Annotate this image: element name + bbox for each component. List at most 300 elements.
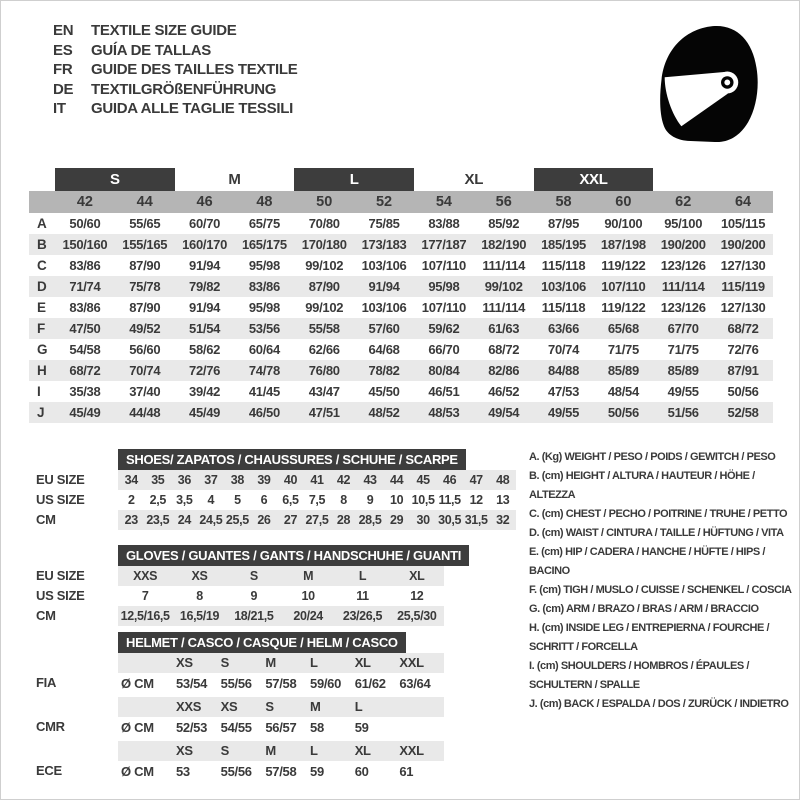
table-row bbox=[36, 566, 526, 586]
size-number-row bbox=[29, 191, 773, 213]
size-value: 150/160 bbox=[62, 237, 108, 252]
size-value: 103/106 bbox=[361, 300, 407, 315]
size-value: 46/51 bbox=[428, 384, 460, 399]
unit-label: Ø CM bbox=[121, 676, 154, 691]
size-value: 62/66 bbox=[308, 342, 340, 357]
size-value: 35/38 bbox=[69, 384, 101, 399]
cell-value: 34 bbox=[124, 473, 138, 487]
row-letter: E bbox=[37, 300, 46, 315]
cell-value: 47 bbox=[469, 473, 483, 487]
helmet-size-value: 60 bbox=[354, 764, 369, 779]
size-group-row bbox=[29, 168, 773, 191]
table-row bbox=[36, 510, 526, 530]
helmet-size-header: L bbox=[310, 655, 318, 670]
size-value: 84/88 bbox=[548, 363, 580, 378]
cell-value: 27,5 bbox=[305, 513, 329, 527]
row-values bbox=[118, 586, 444, 606]
cell-value: 28,5 bbox=[358, 513, 382, 527]
helmet-size-header: XXL bbox=[399, 743, 424, 758]
size-value: 74/78 bbox=[248, 363, 280, 378]
size-col-header: 62 bbox=[675, 194, 692, 210]
cell-value: 11 bbox=[356, 589, 369, 603]
size-value: 45/49 bbox=[189, 405, 221, 420]
size-value: 83/86 bbox=[69, 258, 101, 273]
size-value: 45/50 bbox=[368, 384, 400, 399]
legend-item: B. (cm) HEIGHT / ALTURA / HAUTEUR / HÖHE / ALTEZZA bbox=[529, 470, 755, 501]
size-col-header: 58 bbox=[555, 194, 572, 210]
cell-value: 12 bbox=[410, 589, 424, 603]
size-value: 78/82 bbox=[368, 363, 400, 378]
helmet-size-header: S bbox=[265, 699, 274, 714]
cell-value: 31,5 bbox=[464, 513, 488, 527]
helmet-table-body bbox=[36, 653, 526, 782]
size-value: 37/40 bbox=[129, 384, 161, 399]
helmet-size-value: 53 bbox=[176, 764, 190, 779]
helmet-table-title: HELMET / CASCO / CASQUE / HELM / CASCO bbox=[118, 632, 406, 653]
helmet-size-header: XS bbox=[176, 655, 193, 670]
size-col-header: 56 bbox=[495, 194, 512, 210]
cell-value: 3,5 bbox=[176, 493, 193, 507]
size-value: 49/52 bbox=[129, 321, 161, 336]
language-title-list bbox=[53, 21, 297, 119]
size-value: 64/68 bbox=[368, 342, 400, 357]
legend-item: J. (cm) BACK / ESPALDA / DOS / ZURÜCK / INDIETRO bbox=[529, 698, 789, 710]
size-value: 105/115 bbox=[720, 216, 766, 231]
helmet-size-value: 55/56 bbox=[220, 676, 252, 691]
size-group-M: M bbox=[228, 171, 241, 188]
size-group-XXL: XXL bbox=[534, 168, 654, 191]
lang-row-fr bbox=[53, 60, 297, 80]
size-value: 83/86 bbox=[69, 300, 101, 315]
table-row bbox=[36, 490, 526, 510]
row-label: EU SIZE bbox=[36, 568, 85, 583]
legend-item: E. (cm) HIP / CADERA / HANCHE / HÜFTE / HIPS / BACINO bbox=[529, 546, 765, 577]
lang-code: DE bbox=[53, 80, 74, 98]
cell-value: 23,5 bbox=[146, 513, 170, 527]
gloves-title-row bbox=[36, 545, 526, 566]
size-value: 123/126 bbox=[660, 300, 706, 315]
lang-title: GUÍA DE TALLAS bbox=[91, 41, 211, 59]
table-row bbox=[36, 606, 526, 626]
shoes-title-row bbox=[36, 449, 526, 470]
helmet-sizes-row bbox=[36, 653, 526, 673]
row-letter: H bbox=[37, 363, 47, 378]
cell-value: 5 bbox=[234, 493, 241, 507]
size-value: 185/195 bbox=[541, 237, 586, 252]
size-value: 50/56 bbox=[727, 384, 759, 399]
size-value: 75/78 bbox=[129, 279, 161, 294]
cell-value: L bbox=[358, 569, 367, 583]
helmet-size-header: L bbox=[354, 699, 363, 714]
size-value: 190/200 bbox=[720, 237, 766, 252]
size-value: 65/75 bbox=[248, 216, 280, 231]
measure-row-D bbox=[29, 276, 773, 297]
size-value: 70/74 bbox=[129, 363, 161, 378]
helmet-title-row bbox=[36, 632, 526, 653]
size-value: 61/63 bbox=[488, 321, 520, 336]
lang-code: FR bbox=[53, 61, 73, 79]
cell-value: 23/26,5 bbox=[342, 609, 383, 623]
size-value: 155/165 bbox=[122, 237, 168, 252]
size-value: 103/106 bbox=[541, 279, 586, 294]
helmet-size-header: XS bbox=[176, 743, 193, 758]
size-value: 76/80 bbox=[308, 363, 340, 378]
cell-value: 9 bbox=[366, 493, 374, 507]
size-value: 72/76 bbox=[189, 363, 221, 378]
size-value: 70/74 bbox=[548, 342, 580, 357]
size-group-S: S bbox=[55, 168, 175, 191]
size-value: 65/68 bbox=[607, 321, 639, 336]
size-value: 95/98 bbox=[428, 279, 460, 294]
size-value: 111/114 bbox=[661, 279, 705, 294]
cell-value: 39 bbox=[257, 473, 271, 487]
legend-item: I. (cm) SHOULDERS / HOMBROS / ÉPAULES / SCHULTERN / SPALLE bbox=[529, 660, 749, 691]
row-values bbox=[118, 566, 444, 586]
row-label: CM bbox=[36, 512, 56, 527]
helmet-size-value: 57/58 bbox=[265, 764, 297, 779]
lang-row-en bbox=[53, 21, 297, 41]
helmet-size-value bbox=[399, 717, 444, 738]
table-row bbox=[36, 470, 526, 490]
size-value: 49/55 bbox=[548, 405, 580, 420]
helmet-value-row bbox=[36, 717, 526, 738]
row-label: US SIZE bbox=[36, 492, 85, 507]
measure-row-I bbox=[29, 381, 773, 402]
size-value: 165/175 bbox=[241, 237, 287, 252]
helmet-size-value: 59/60 bbox=[310, 676, 342, 691]
size-value: 107/110 bbox=[421, 258, 466, 273]
size-value: 41/45 bbox=[248, 384, 280, 399]
cell-value: 30,5 bbox=[438, 513, 462, 527]
size-value: 48/53 bbox=[428, 405, 460, 420]
helmet-size-value: 56/57 bbox=[265, 720, 297, 735]
lang-title: GUIDA ALLE TAGLIE TESSILI bbox=[91, 100, 293, 118]
row-letter: I bbox=[37, 384, 41, 399]
size-col-header: 44 bbox=[136, 194, 153, 210]
cell-value: 40 bbox=[283, 473, 298, 487]
size-value: 48/52 bbox=[368, 405, 400, 420]
size-value: 115/118 bbox=[541, 258, 586, 273]
size-value: 70/80 bbox=[308, 216, 340, 231]
lang-row-it bbox=[53, 99, 297, 119]
measure-row-G bbox=[29, 339, 773, 360]
cell-value: 10,5 bbox=[411, 493, 435, 507]
size-value: 55/65 bbox=[129, 216, 161, 231]
size-value: 57/60 bbox=[368, 321, 400, 336]
row-letter: D bbox=[37, 279, 47, 294]
cell-value: 2 bbox=[127, 493, 135, 507]
size-value: 170/180 bbox=[301, 237, 347, 252]
size-value: 60/70 bbox=[189, 216, 221, 231]
row-values bbox=[118, 470, 516, 490]
table-row bbox=[36, 586, 526, 606]
size-value: 68/72 bbox=[488, 342, 520, 357]
helmet-size-value: 59 bbox=[310, 764, 324, 779]
size-value: 66/70 bbox=[428, 342, 460, 357]
lang-title: TEXTILGRÖßENFÜHRUNG bbox=[91, 80, 277, 98]
cell-value: 35 bbox=[151, 473, 165, 487]
cell-value: 7,5 bbox=[308, 493, 326, 507]
helmet-size-value: 58 bbox=[310, 720, 324, 735]
size-value: 83/88 bbox=[428, 216, 460, 231]
size-value: 91/94 bbox=[189, 258, 221, 273]
shoes-table-body bbox=[36, 470, 526, 530]
size-value: 67/70 bbox=[667, 321, 699, 336]
helmet-size-header: XXL bbox=[399, 655, 424, 670]
cell-value: S bbox=[249, 569, 258, 583]
size-value: 107/110 bbox=[421, 300, 466, 315]
size-value: 127/130 bbox=[720, 300, 766, 315]
size-value: 173/183 bbox=[361, 237, 407, 252]
size-col-header: 48 bbox=[256, 194, 273, 210]
size-value: 75/85 bbox=[368, 216, 400, 231]
cell-value: 36 bbox=[177, 473, 191, 487]
cell-value: 2,5 bbox=[149, 493, 166, 507]
size-value: 59/62 bbox=[428, 321, 460, 336]
size-value: 99/102 bbox=[305, 258, 344, 273]
size-value: 182/190 bbox=[481, 237, 527, 252]
unit-label: Ø CM bbox=[121, 720, 154, 735]
cell-value: 27 bbox=[283, 513, 298, 527]
size-value: 51/54 bbox=[189, 321, 221, 336]
size-col-header: 52 bbox=[375, 194, 393, 210]
size-value: 82/86 bbox=[488, 363, 520, 378]
helmet-icon bbox=[651, 23, 766, 143]
size-value: 99/102 bbox=[484, 279, 523, 294]
size-col-header: 60 bbox=[615, 194, 632, 210]
cell-value: 12 bbox=[469, 493, 483, 507]
size-value: 95/100 bbox=[664, 216, 703, 231]
size-value: 63/66 bbox=[548, 321, 580, 336]
row-letter: C bbox=[37, 258, 47, 273]
helmet-size-value: 61/62 bbox=[354, 676, 386, 691]
cell-value: 9 bbox=[250, 589, 258, 603]
size-value: 46/50 bbox=[248, 405, 280, 420]
size-value: 115/118 bbox=[541, 300, 586, 315]
size-value: 103/106 bbox=[361, 258, 407, 273]
lang-code: ES bbox=[53, 41, 73, 59]
size-value: 71/75 bbox=[667, 342, 699, 357]
helmet-value-row bbox=[36, 761, 526, 782]
measure-row-B bbox=[29, 234, 773, 255]
size-value: 177/187 bbox=[421, 237, 467, 252]
cell-value: 20/24 bbox=[293, 609, 323, 623]
lang-title: GUIDE DES TAILLES TEXTILE bbox=[91, 61, 298, 79]
size-value: 46/52 bbox=[488, 384, 520, 399]
size-value: 39/42 bbox=[189, 384, 221, 399]
size-value: 107/110 bbox=[601, 279, 646, 294]
size-value: 47/53 bbox=[548, 384, 580, 399]
size-group-L: L bbox=[294, 168, 414, 191]
size-value: 53/56 bbox=[248, 321, 280, 336]
cell-value: 38 bbox=[230, 473, 244, 487]
size-value: 91/94 bbox=[368, 279, 400, 294]
measure-row-H bbox=[29, 360, 773, 381]
legend-item: G. (cm) ARM / BRAZO / BRAS / ARM / BRACCIO bbox=[529, 603, 759, 615]
size-value: 85/89 bbox=[667, 363, 699, 378]
size-value: 45/49 bbox=[69, 405, 101, 420]
lang-code: IT bbox=[53, 100, 66, 118]
cell-value: 12,5/16,5 bbox=[120, 609, 170, 623]
size-value: 85/92 bbox=[488, 216, 520, 231]
cell-value: 32 bbox=[496, 513, 510, 527]
measurement-legend bbox=[529, 448, 797, 714]
cell-value: 13 bbox=[496, 493, 510, 507]
helmet-size-value: 54/55 bbox=[220, 720, 252, 735]
size-value: 48/54 bbox=[607, 384, 639, 399]
cell-value: 26 bbox=[257, 513, 271, 527]
row-values bbox=[118, 510, 516, 530]
measure-row-J bbox=[29, 402, 773, 423]
cell-value: 23 bbox=[124, 513, 138, 527]
row-letter: A bbox=[37, 216, 47, 231]
helmet-size-header: M bbox=[310, 699, 321, 714]
lang-title: TEXTILE SIZE GUIDE bbox=[91, 22, 237, 40]
size-value: 187/198 bbox=[600, 237, 646, 252]
size-value: 55/58 bbox=[308, 321, 340, 336]
size-value: 87/90 bbox=[129, 258, 161, 273]
legend-item: A. (Kg) WEIGHT / PESO / POIDS / GEWITCH / PESO bbox=[529, 451, 776, 463]
cell-value: 28 bbox=[336, 513, 351, 527]
size-value: 119/122 bbox=[601, 258, 646, 273]
size-value: 91/94 bbox=[189, 300, 221, 315]
cell-value: 43 bbox=[363, 473, 377, 487]
unit-label: Ø CM bbox=[121, 764, 154, 779]
size-value: 43/47 bbox=[308, 384, 340, 399]
cell-value: 45 bbox=[416, 473, 430, 487]
cell-value: 10 bbox=[389, 493, 404, 507]
cell-value: 18/21,5 bbox=[234, 609, 274, 623]
row-values bbox=[118, 606, 444, 626]
size-value: 50/60 bbox=[69, 216, 101, 231]
size-value: 50/56 bbox=[607, 405, 639, 420]
size-value: 51/56 bbox=[667, 405, 699, 420]
helmet-sizes-row bbox=[36, 741, 526, 761]
size-value: 79/82 bbox=[189, 279, 221, 294]
helmet-value-row bbox=[36, 673, 526, 694]
cell-value: 7 bbox=[141, 589, 149, 603]
size-value: 80/84 bbox=[428, 363, 460, 378]
size-value: 87/91 bbox=[727, 363, 759, 378]
cell-value: M bbox=[303, 569, 314, 583]
measure-row-C bbox=[29, 255, 773, 276]
size-value: 85/89 bbox=[607, 363, 639, 378]
legend-item: F. (cm) TIGH / MUSLO / CUISSE / SCHENKEL / COSCIA bbox=[529, 584, 792, 596]
measure-row-E bbox=[29, 297, 773, 318]
size-value: 47/50 bbox=[69, 321, 101, 336]
size-value: 83/86 bbox=[248, 279, 280, 294]
helmet-size-value: 55/56 bbox=[220, 764, 252, 779]
size-value: 68/72 bbox=[727, 321, 759, 336]
cell-value: XL bbox=[409, 569, 425, 583]
cell-value: 41 bbox=[310, 473, 324, 487]
cell-value: 24 bbox=[177, 513, 191, 527]
size-value: 49/54 bbox=[488, 405, 520, 420]
size-group-XL: XL bbox=[464, 171, 484, 188]
helmet-size-header: L bbox=[310, 743, 318, 758]
size-col-header: 64 bbox=[734, 194, 752, 210]
cell-value: 6 bbox=[260, 493, 268, 507]
size-value: 54/58 bbox=[69, 342, 101, 357]
standard-label: CMR bbox=[36, 719, 65, 734]
row-label: US SIZE bbox=[36, 588, 85, 603]
size-value: 95/98 bbox=[248, 300, 280, 315]
size-value: 87/95 bbox=[548, 216, 580, 231]
helmet-size-header: XL bbox=[354, 743, 371, 758]
cell-value: 8 bbox=[340, 493, 347, 507]
textile-size-table bbox=[29, 168, 773, 423]
size-value: 71/75 bbox=[607, 342, 639, 357]
size-value: 95/98 bbox=[248, 258, 280, 273]
cell-value: 8 bbox=[196, 589, 203, 603]
cell-value: 29 bbox=[389, 513, 404, 527]
size-value: 47/51 bbox=[308, 405, 340, 420]
helmet-size-value: 52/53 bbox=[176, 720, 208, 735]
standard-label: ECE bbox=[36, 763, 62, 778]
cell-value: 25,5/30 bbox=[397, 609, 437, 623]
size-value: 127/130 bbox=[720, 258, 766, 273]
row-letter: B bbox=[37, 237, 47, 252]
helmet-size-value: 57/58 bbox=[265, 676, 297, 691]
size-value: 119/122 bbox=[601, 300, 646, 315]
size-value: 87/90 bbox=[308, 279, 340, 294]
cell-value: 37 bbox=[204, 473, 218, 487]
helmet-size-header: S bbox=[220, 655, 230, 670]
helmet-size-value: 59 bbox=[354, 720, 369, 735]
legend-item: C. (cm) CHEST / PECHO / POITRINE / TRUHE / PETTO bbox=[529, 508, 788, 520]
gloves-table-body bbox=[36, 566, 526, 626]
helmet-size-header: S bbox=[220, 743, 230, 758]
helmet-size-header: M bbox=[265, 655, 276, 670]
cell-value: 4 bbox=[207, 493, 215, 507]
size-value: 71/74 bbox=[69, 279, 101, 294]
size-value: 99/102 bbox=[305, 300, 344, 315]
cell-value: 16,5/19 bbox=[179, 609, 220, 623]
cell-value: XS bbox=[191, 569, 208, 583]
helmet-size-header: XL bbox=[354, 655, 371, 670]
row-letter: F bbox=[37, 321, 45, 336]
size-value: 90/100 bbox=[604, 216, 643, 231]
measure-row-A bbox=[29, 213, 773, 234]
gloves-size-table bbox=[36, 545, 526, 626]
size-value: 52/58 bbox=[727, 405, 759, 420]
cell-value: 48 bbox=[496, 473, 510, 487]
helmet-size-value: 61 bbox=[399, 764, 414, 779]
size-value: 87/90 bbox=[129, 300, 161, 315]
bottom-tables bbox=[36, 449, 526, 782]
size-value: 190/200 bbox=[660, 237, 706, 252]
helmet-size-header: XS bbox=[220, 699, 238, 714]
size-value: 111/114 bbox=[482, 258, 526, 273]
size-col-header: 46 bbox=[196, 194, 213, 210]
cell-value: 42 bbox=[336, 473, 351, 487]
row-label: CM bbox=[36, 608, 56, 623]
row-letter: G bbox=[37, 342, 48, 357]
cell-value: XXS bbox=[133, 569, 158, 583]
gloves-table-title: GLOVES / GUANTES / GANTS / HANDSCHUHE / GUANTI bbox=[118, 545, 469, 566]
lang-row-de bbox=[53, 80, 297, 100]
helmet-sizes-row bbox=[36, 697, 526, 717]
size-value: 72/76 bbox=[727, 342, 759, 357]
legend-item: H. (cm) INSIDE LEG / ENTREPIERNA / FOURCHE / SCHRITT / FORCELLA bbox=[529, 622, 770, 653]
row-letter: J bbox=[37, 405, 45, 420]
cell-value: 6,5 bbox=[282, 493, 299, 507]
helmet-size-header: M bbox=[265, 743, 276, 758]
size-value: 160/170 bbox=[182, 237, 228, 252]
size-value: 60/64 bbox=[248, 342, 280, 357]
cell-value: 30 bbox=[416, 513, 430, 527]
cell-value: 44 bbox=[389, 473, 404, 487]
